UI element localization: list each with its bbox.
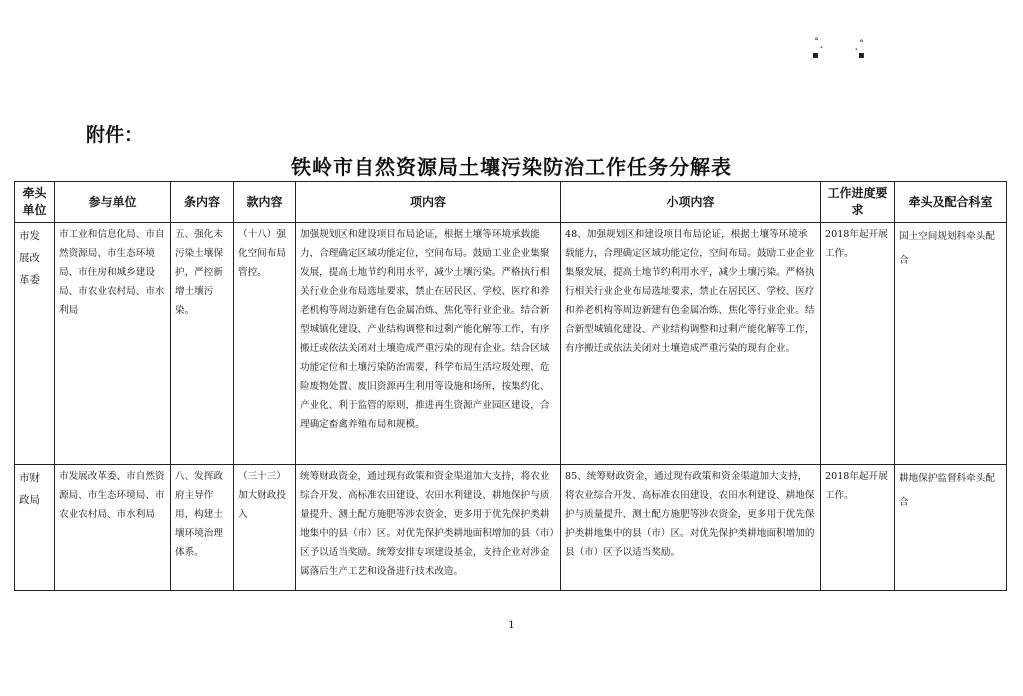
header-article: 条内容	[171, 182, 234, 223]
header-clause: 款内容	[234, 182, 296, 223]
participants-cell: 市工业和信息化局、市自然资源局、市生态环境局、市住房和城乡建设局、市农业农村局、市水利局	[55, 223, 171, 465]
lead-unit-cell: 市财政局	[15, 465, 55, 591]
article-cell: 八、发挥政府主导作用，构建土壤环境治理体系。	[171, 465, 234, 591]
subitem-cell: 48、加强规划区和建设项目布局论证，根据土壤等环境承载能力，合理确定区域功能定位，空间布局。鼓励工业企业集聚发展，提高土地节约利用水平，减少土壤污染。严格执行相关行业企业布局选址要求，禁止在居民区、学校、医疗和养老机构等周边新建有色金属冶炼、焦化等行业企业。结合新型城镇化建设、产业结构调整和过剩产能化解等工作，有序搬迁或依法关闭对土壤造成严重污染的现有企业。	[561, 223, 821, 465]
subitem-cell: 85、统筹财政资金，通过现有政策和资金渠道加大支持，将农业综合开发、高标准农田建设、农田水利建设、耕地保护与质量提升、测土配方施肥等涉农资金，更多用于优先保护类耕地集中的县（市）区。对优先保护类耕地面积增加的县（市）区予以适当奖励。	[561, 465, 821, 591]
lead-unit-cell: 市发展改革委	[15, 223, 55, 465]
table-row	[15, 223, 1007, 465]
table-row	[15, 465, 1007, 591]
page-number: 1	[508, 620, 515, 631]
dept-cell: 国土空间规划科牵头配合	[895, 223, 1007, 465]
item-cell: 统筹财政资金，通过现有政策和资金渠道加大支持，将农业综合开发、高标准农田建设、农田水利建设、耕地保护与质量提升、测土配方施肥等涉农资金，更多用于优先保护类耕地集中的县（市）区。对优先保护类耕地面积增加的县（市）区予以适当奖励。统筹安排专项建设基金，支持企业对涉金属落后生产工艺和设备进行技术改造。	[296, 465, 561, 591]
progress-cell: 2018年起开展工作。	[821, 223, 895, 465]
attachment-label: 附件：	[86, 124, 144, 146]
progress-cell: 2018年起开展工作。	[821, 465, 895, 591]
clause-cell: （十八）强化空间布局管控。	[234, 223, 296, 465]
dept-cell: 耕地保护监督科牵头配合	[895, 465, 1007, 591]
article-cell: 五、强化未污染土壤保护，严控新增土壤污染。	[171, 223, 234, 465]
header-item: 项内容	[296, 182, 561, 223]
header-subitem: 小项内容	[561, 182, 821, 223]
header-dept: 牵头及配合科室	[895, 182, 1007, 223]
header-progress: 工作进度要求	[821, 182, 895, 223]
item-cell: 加强规划区和建设项目布局论证，根据土壤等环境承载能力，合理确定区域功能定位，空间布局。鼓励工业企业集聚发展，提高土地节约利用水平，减少土壤污染。严格执行相关行业企业布局选址要求，禁止在居民区、学校、医疗和养老机构等周边新建有色金属冶炼、焦化等行业企业。结合新型城镇化建设、产业结构调整和过剩产能化解等工作，有序搬迁或依法关闭对土壤造成严重污染的现有企业。结合区域功能定位和土壤污染防治需要，科学布局生活垃圾处理、危险废物处置、废旧资源再生利用等设施和场所，按集约化、产业化、利于监管的原则，推进再生资源产业园区建设，合理确定畜禽养殖布局和规模。	[296, 223, 561, 465]
task-table	[14, 181, 1007, 591]
clause-cell: （三十三）加大财政投入	[234, 465, 296, 591]
document-title: 铁岭市自然资源局土壤污染防治工作任务分解表	[291, 155, 732, 179]
participants-cell: 市发展改革委、市自然资源局、市生态环境局、市农业农村局、市水利局	[55, 465, 171, 591]
header-row	[15, 182, 1007, 223]
header-participants: 参与单位	[55, 182, 171, 223]
header-lead-unit: 牵头单位	[15, 182, 55, 223]
